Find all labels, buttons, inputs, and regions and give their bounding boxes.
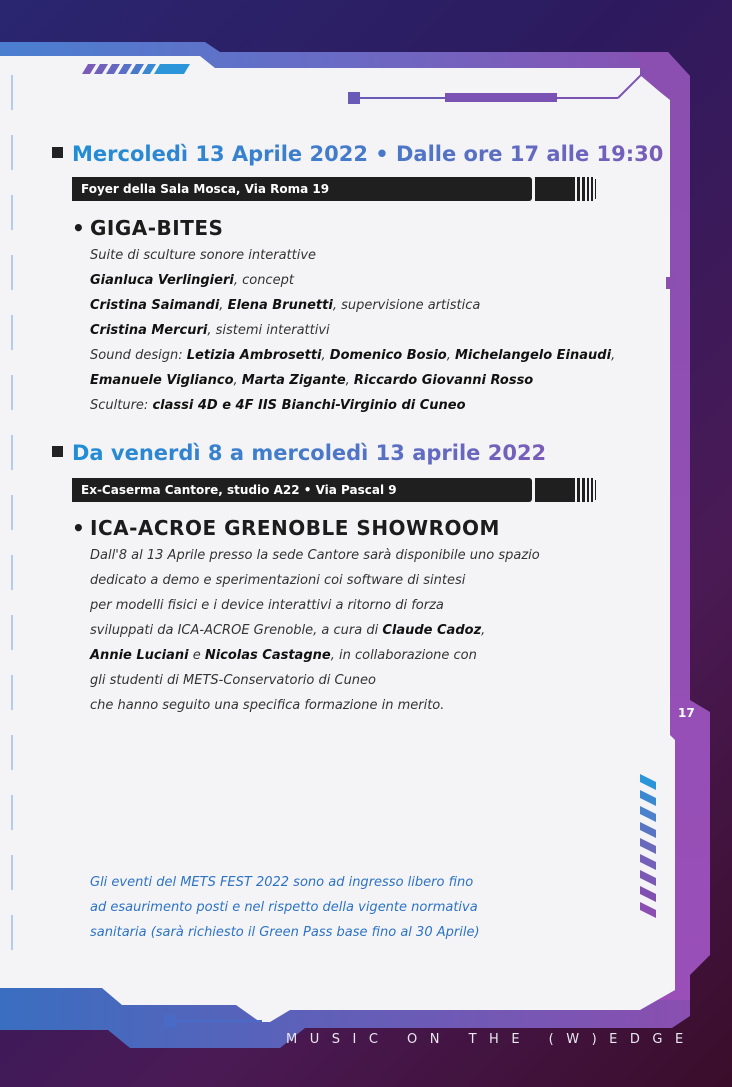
- detail-line: Dall'8 al 13 Aprile presso la sede Cantore sarà disponibile uno spazio: [90, 548, 540, 563]
- square-bullet-icon: [52, 446, 63, 457]
- detail-line: Sound design: Letizia Ambrosetti, Domenico Bosio, Michelangelo Einaudi,: [90, 348, 616, 363]
- barcode-icon: [535, 177, 599, 201]
- detail-line: Cristina Saimandi, Elena Brunetti, supervisione artistica: [90, 298, 481, 313]
- event-2-title: Da venerdì 8 a mercoledì 13 aprile 2022: [52, 441, 546, 465]
- event-1-details: [90, 243, 615, 418]
- detail-line: Sculture: classi 4D e 4F IIS Bianchi-Virginio di Cuneo: [90, 398, 466, 413]
- detail-line: gli studenti di METS-Conservatorio di Cuneo: [90, 673, 376, 688]
- detail-line: per modelli fisici e i device interattivi a ritorno di forza: [90, 598, 444, 613]
- square-bullet-icon: [52, 147, 63, 158]
- event-2-item-title: • ICA-ACROE GRENOBLE SHOWROOM: [72, 516, 500, 540]
- bullet-dot-icon: •: [72, 216, 86, 240]
- bullet-dot-icon: •: [72, 516, 86, 540]
- detail-line: Suite di sculture sonore interattive: [90, 248, 317, 263]
- detail-line: sviluppati da ICA-ACROE Grenoble, a cura di Claude Cadoz,: [90, 623, 486, 638]
- detail-line: Annie Luciani e Nicolas Castagne, in collaborazione con: [90, 648, 477, 663]
- detail-line: Cristina Mercuri, sistemi interattivi: [90, 323, 330, 338]
- detail-line: che hanno seguito una specifica formazione in merito.: [90, 698, 445, 713]
- footer-tagline: MUSIC ON THE (W)EDGE: [286, 1032, 696, 1047]
- page-number: 17: [678, 706, 695, 720]
- detail-line: Emanuele Viglianco, Marta Zigante, Riccardo Giovanni Rosso: [90, 373, 534, 388]
- event-1-venue: Foyer della Sala Mosca, Via Roma 19: [72, 177, 532, 201]
- barcode-icon: [535, 478, 599, 502]
- event-1-title: Mercoledì 13 Aprile 2022 • Dalle ore 17 alle 19:30: [52, 142, 663, 166]
- event-2-details: [90, 543, 540, 718]
- detail-line: dedicato a demo e sperimentazioni coi software di sintesi: [90, 573, 466, 588]
- event-2-venue: Ex-Caserma Cantore, studio A22 • Via Pascal 9: [72, 478, 532, 502]
- event-1-item-title: • GIGA-BITES: [72, 216, 224, 240]
- entry-note: Gli eventi del METS FEST 2022 sono ad ingresso libero fino ad esaurimento posti e nel rispetto della vigente normativa sanitaria (sarà richiesto il Green Pass base fino al 30 Aprile): [90, 875, 480, 940]
- detail-line: Gianluca Verlingieri, concept: [90, 273, 294, 288]
